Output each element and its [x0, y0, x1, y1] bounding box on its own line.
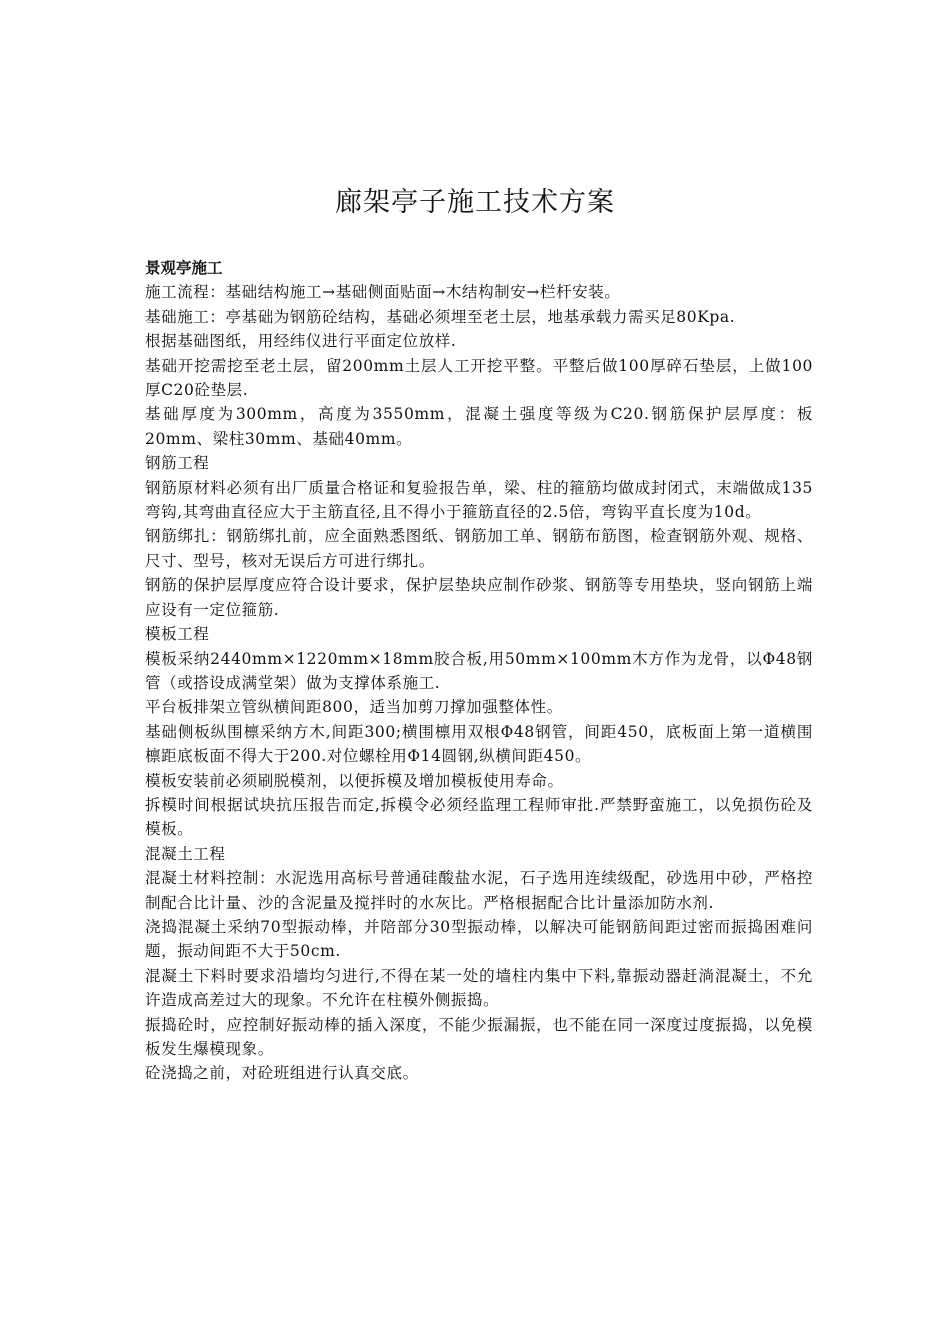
paragraph-rebar-material: 钢筋原材料必须有出厂质量合格证和复验报告单，梁、柱的箍筋均做成封闭式，末端做成135弯钩,其弯曲直径应大于主筋直径,且不得小于箍筋直径的2.5倍，弯钩平直长度为10d。	[145, 478, 813, 522]
paragraph-layout: 根据基础图纸，用经纬仪进行平面定位放样.	[145, 332, 457, 351]
paragraph-vibration: 浇捣混凝土采纳70型振动棒，并陪部分30型振动棒，以解决可能钢筋间距过密而振捣困难问题，振动间距不大于50cm.	[145, 917, 813, 961]
paragraph-rebar-binding: 钢筋绑扎：钢筋绑扎前，应全面熟悉图纸、钢筋加工单、钢筋布筋图，检查钢筋外观、规格、尺寸、型号，核对无误后方可进行绑扎。	[145, 527, 813, 570]
paragraph-construction-flow: 施工流程：基础结构施工→基础侧面贴面→木结构制安→栏杆安装。	[145, 283, 621, 302]
paragraph-rebar-cover: 钢筋的保护层厚度应符合设计要求，保护层垫块应制作砂浆、钢筋等专用垫块，竖向钢筋上端应设有一定位箍筋.	[145, 576, 813, 619]
paragraph-side-formwork: 基础侧板纵围檩采纳方木,间距300;横围檩用双根Φ48钢管，间距450，底板面上第一道横围檩距底板面不得大于200.对位螺栓用Φ14圆钢,纵横间距450。	[145, 722, 813, 766]
paragraph-vibration-depth: 振捣砼时，应控制好振动棒的插入深度，不能少振漏振，也不能在同一深度过度振捣，以免模板发生爆模现象。	[145, 1015, 813, 1058]
subheading-rebar: 钢筋工程	[145, 454, 210, 473]
paragraph-release-agent: 模板安装前必须刷脱模剂，以便拆模及增加模板使用寿命。	[145, 771, 564, 790]
document-title: 廊架亭子施工技术方案	[335, 187, 615, 218]
section-heading: 景观亭施工	[145, 258, 223, 277]
paragraph-foundation-size: 基础厚度为300mm，高度为3550mm，混凝土强度等级为C20.钢筋保护层厚度：板20mm、梁柱30mm、基础40mm。	[145, 405, 813, 448]
paragraph-briefing: 砼浇捣之前，对砼班组进行认真交底。	[145, 1064, 419, 1083]
paragraph-pouring: 混凝土下料时要求沿墙均匀进行,不得在某一处的墙柱内集中下料,靠振动器赶淌混凝土，不允许造成高差过大的现象。不允许在柱模外侧振捣。	[145, 966, 813, 1010]
paragraph-form-removal: 拆模时间根据试块抗压报告而定,拆模令必须经监理工程师审批.严禁野蛮施工，以免损伤砼及模板。	[145, 795, 813, 839]
paragraph-concrete-material: 混凝土材料控制：水泥选用高标号普通硅酸盐水泥，石子选用连续级配，砂选用中砂，严格控制配合比计量、沙的含泥量及搅拌时的水灰比。严格根据配合比计量添加防水剂.	[145, 869, 813, 912]
paragraph-excavation: 基础开挖需挖至老土层，留200mm土层人工开挖平整。平整后做100厚碎石垫层，上做100厚C20砼垫层.	[145, 356, 813, 400]
paragraph-formwork-material: 模板采纳2440mm×1220mm×18mm胶合板,用50mm×100mm木方作为龙骨，以Φ48钢管（或搭设成满堂架）做为支撑体系施工.	[145, 649, 813, 692]
subheading-formwork: 模板工程	[145, 625, 210, 644]
paragraph-foundation: 基础施工：亭基础为钢筋砼结构，基础必须埋至老土层，地基承载力需买足80Kpa.	[145, 307, 736, 326]
document-body	[145, 256, 813, 1086]
subheading-concrete: 混凝土工程	[145, 844, 226, 863]
paragraph-platform: 平台板排架立管纵横间距800，适当加剪刀撑加强整体性。	[145, 698, 563, 717]
